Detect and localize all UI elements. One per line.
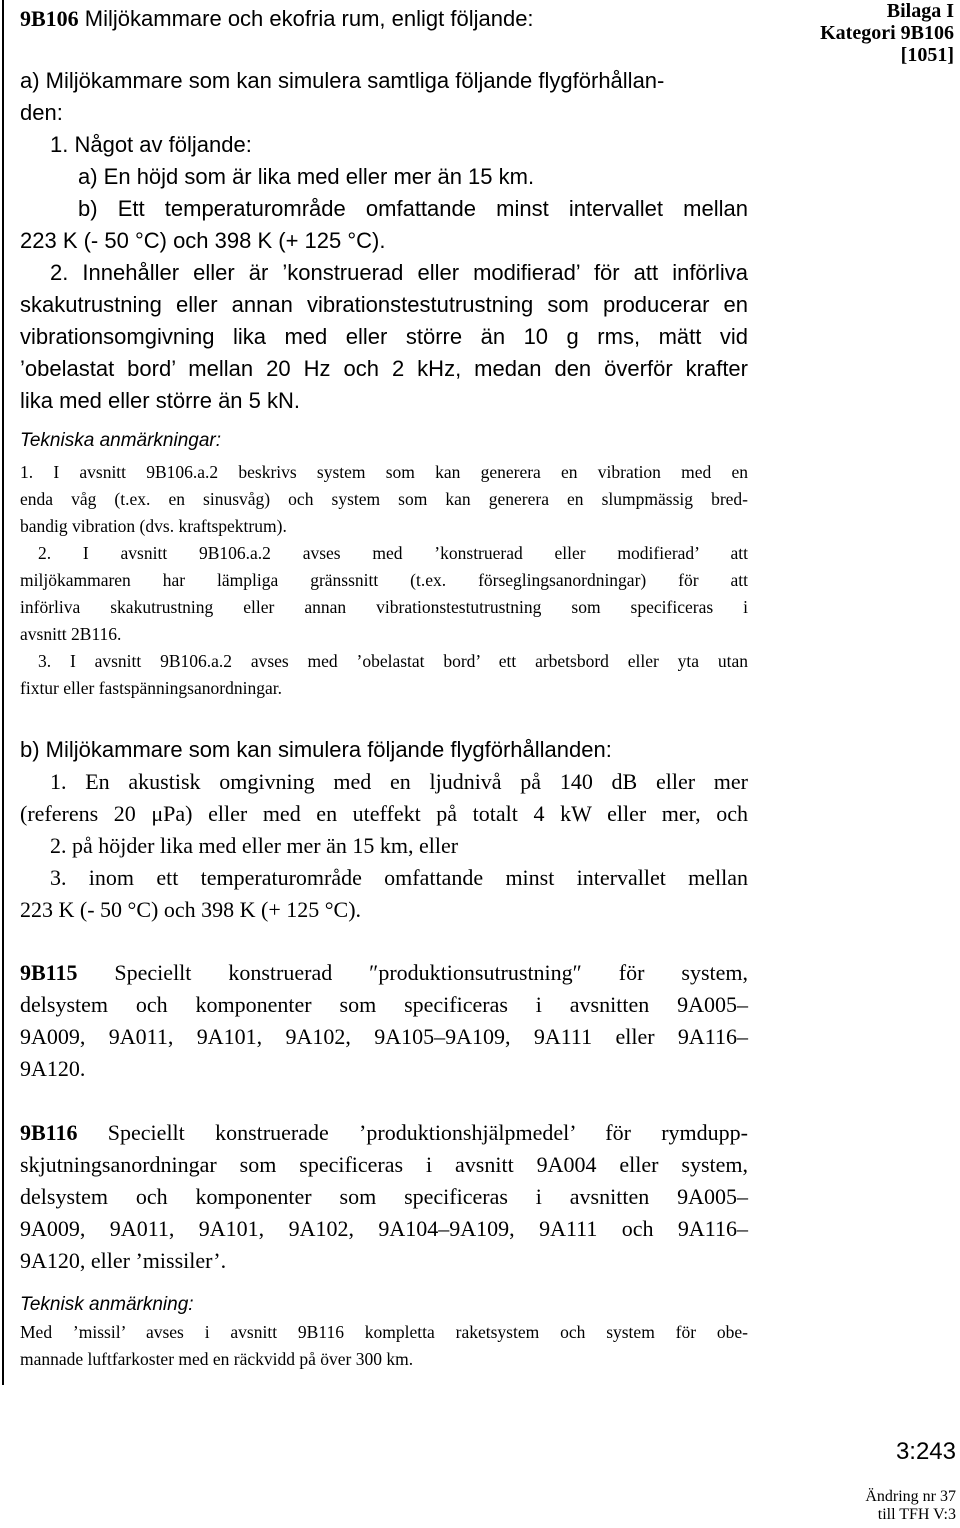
technical-note-line: fixtur eller fastspänningsanordningar.	[20, 678, 282, 698]
item-a1b-line1: b) Ett temperaturområde omfattande minst intervallet mellan	[78, 196, 748, 221]
section-9b115-line: delsystem och komponenter som specificeras i avsnitten 9A005–	[20, 992, 748, 1017]
technical-note-line: 1. I avsnitt 9B106.a.2 beskrivs system som kan generera en vibration med en	[20, 462, 748, 482]
item-a-line1: a) Miljökammare som kan simulera samtliga följande flygförhållan-	[20, 68, 665, 93]
technical-note-line: bandig vibration (dvs. kraftspektrum).	[20, 516, 287, 536]
item-b-line: (referens 20 μPa) eller med en uteffekt på totalt 4 kW eller mer, och	[20, 801, 748, 826]
technical-note-line: miljökammaren har lämpliga gränssnitt (t.ex. förseglingsanordningar) för att	[20, 570, 748, 590]
technical-note-line: 3. I avsnitt 9B106.a.2 avses med ’obelastat bord’ ett arbetsbord eller yta utan	[38, 651, 748, 671]
section-9b116-line: 9A009, 9A011, 9A101, 9A102, 9A104–9A109, 9A111 och 9A116–	[20, 1216, 748, 1241]
section-9b106-title	[20, 6, 534, 32]
technical-note-line: införliva skakutrustning eller annan vibrationstestutrustning som specificeras i	[20, 597, 748, 617]
section-code: 9B106	[20, 6, 79, 31]
item-a2-line: skakutrustning eller annan vibrationstestutrustning som producerar en	[20, 292, 748, 317]
page-number: 3:243	[895, 1438, 956, 1465]
item-a2-line: lika med eller större än 5 kN.	[20, 388, 300, 413]
item-b-line: 3. inom ett temperaturområde omfattande minst intervallet mellan	[50, 865, 748, 890]
technical-note-line: avsnitt 2B116.	[20, 624, 122, 644]
section-9b115-line1: 9B115 Speciellt konstruerad ″produktionsutrustning″ för system,	[20, 960, 748, 985]
item-a1: 1. Något av följande:	[50, 132, 252, 157]
technical-note-line: 2. I avsnitt 9B106.a.2 avses med ’konstruerad eller modifierad’ att	[38, 543, 748, 563]
technical-note-line: enda våg (t.ex. en sinusvåg) och system som kan generera en slumpmässig bred-	[20, 489, 748, 509]
technical-note-line: mannade luftfarkoster med en räckvidd på över 300 km.	[20, 1349, 414, 1369]
item-a1b-line2: 223 K (- 50 °C) och 398 K (+ 125 °C).	[20, 228, 386, 253]
item-a2-line: 2. Innehåller eller är ’konstruerad eller modifierad’ för att införliva	[50, 260, 748, 285]
page-header	[820, 0, 954, 66]
section-9b115-line: 9A120.	[20, 1056, 86, 1081]
section-9b116-line: delsystem och komponenter som specificeras i avsnitten 9A005–	[20, 1184, 748, 1209]
item-a-line2: den:	[20, 100, 63, 125]
item-b-title: b) Miljökammare som kan simulera följande flygförhållanden:	[20, 737, 612, 762]
item-b-line: 223 K (- 50 °C) och 398 K (+ 125 °C).	[20, 897, 362, 922]
item-b-line: 1. En akustisk omgivning med en ljudnivå på 140 dB eller mer	[50, 769, 748, 794]
amendment-number: Ändring nr 37	[865, 1488, 956, 1505]
category-label: Kategori 9B106	[820, 22, 954, 44]
item-a2-line: vibrationsomgivning lika med eller större än 10 g rms, mätt vid	[20, 324, 748, 349]
section-9b116-line: 9A120, eller ’missiler’.	[20, 1248, 227, 1273]
page-reference: [1051]	[900, 44, 954, 66]
section-code: 9B115	[20, 960, 78, 985]
item-b-line: 2. på höjder lika med eller mer än 15 km, eller	[50, 833, 459, 858]
item-a1a: a) En höjd som är lika med eller mer än 15 km.	[78, 164, 535, 189]
amendment-target: till TFH V:3	[877, 1506, 956, 1523]
annex-label: Bilaga I	[886, 0, 954, 22]
left-margin-rule	[2, 0, 4, 1385]
section-9b116-line: skjutningsanordningar som specificeras i avsnitt 9A004 eller system,	[20, 1152, 748, 1177]
section-9b115-line: 9A009, 9A011, 9A101, 9A102, 9A105–9A109, 9A111 eller 9A116–	[20, 1024, 748, 1049]
section-code: 9B116	[20, 1120, 78, 1145]
section-heading: Miljökammare och ekofria rum, enligt följande:	[78, 6, 534, 31]
item-a2-line: ’obelastat bord’ mellan 20 Hz och 2 kHz, medan den överför krafter	[20, 356, 748, 381]
technical-note-line: Med ’missil’ avses i avsnitt 9B116 kompletta raketsystem och system för obe-	[20, 1322, 748, 1342]
section-9b116-line1: 9B116 Speciellt konstruerade ’produktionshjälpmedel’ för rymdupp-	[20, 1120, 748, 1145]
amendment-note	[865, 1488, 956, 1524]
technical-notes-title: Tekniska anmärkningar:	[20, 430, 222, 451]
technical-note-title: Teknisk anmärkning:	[20, 1294, 194, 1315]
